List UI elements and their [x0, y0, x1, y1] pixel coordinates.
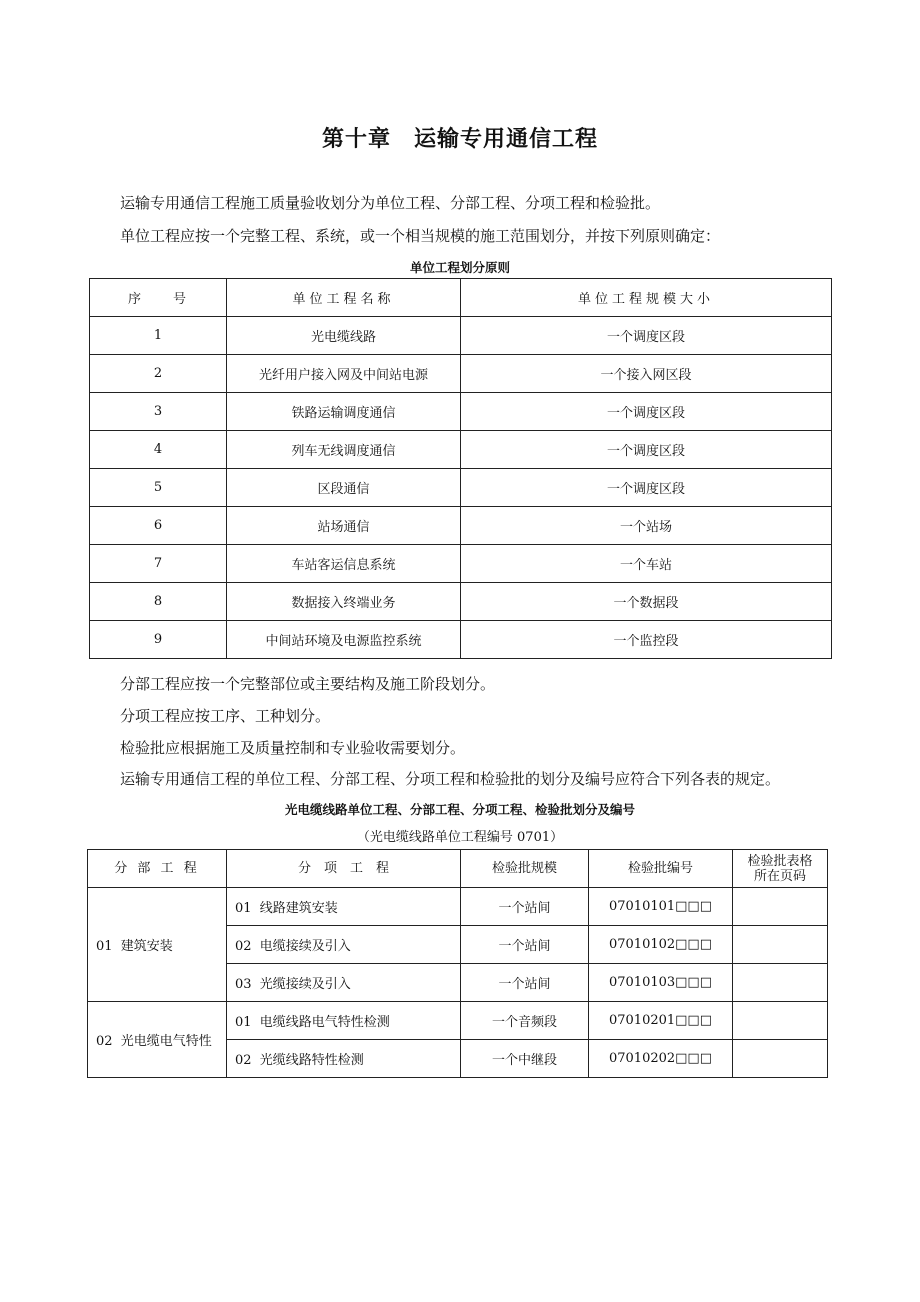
unit-name: 数据接入终端业务 [227, 583, 461, 621]
row-number: 2 [90, 355, 227, 393]
table2-caption: 光电缆线路单位工程、分部工程、分项工程、检验批划分及编号 [284, 802, 635, 817]
unit-name: 铁路运输调度通信 [227, 393, 461, 431]
table-header-row [88, 850, 828, 888]
batch-code: 07010201□□□ [589, 1002, 733, 1040]
paragraph: 运输专用通信工程的单位工程、分部工程、分项工程和检验批的划分及编号应符合下列各表的规定。 [120, 770, 781, 788]
row-number: 1 [90, 317, 227, 355]
table-row [90, 355, 832, 393]
paragraph: 分部工程应按一个完整部位或主要结构及施工阶段划分。 [120, 675, 496, 693]
unit-scale: 一个车站 [461, 545, 832, 583]
batch-scale: 一个站间 [461, 926, 589, 964]
header-name: 单位工程名称 [227, 279, 461, 317]
table-row [90, 583, 832, 621]
table-row [90, 621, 832, 659]
table-header-row [90, 279, 832, 317]
table-row [90, 431, 832, 469]
unit-scale: 一个调度区段 [461, 431, 832, 469]
paragraph: 单位工程应按一个完整工程、系统，或一个相当规模的施工范围划分，并按下列原则确定： [120, 227, 721, 245]
unit-name: 光纤用户接入网及中间站电源 [227, 355, 461, 393]
page-number [733, 888, 828, 926]
item-name: 03 光缆接续及引入 [227, 964, 461, 1002]
batch-code: 07010102□□□ [589, 926, 733, 964]
item-name: 02 光缆线路特性检测 [227, 1040, 461, 1078]
row-number: 5 [90, 469, 227, 507]
item-name: 01 线路建筑安装 [227, 888, 461, 926]
unit-scale: 一个站场 [461, 507, 832, 545]
unit-name: 站场通信 [227, 507, 461, 545]
header-scale: 单位工程规模大小 [461, 279, 832, 317]
page-number [733, 1040, 828, 1078]
unit-scale: 一个监控段 [461, 621, 832, 659]
batch-code: 07010202□□□ [589, 1040, 733, 1078]
batch-scale: 一个中继段 [461, 1040, 589, 1078]
header-no: 序 号 [90, 279, 227, 317]
paragraph: 分项工程应按工序、工种划分。 [120, 707, 331, 725]
unit-scale: 一个调度区段 [461, 393, 832, 431]
row-number: 3 [90, 393, 227, 431]
table-row [90, 317, 832, 355]
batch-code: 07010101□□□ [589, 888, 733, 926]
table-row [88, 888, 828, 926]
header-division: 分 部 工 程 [88, 850, 227, 888]
unit-scale: 一个接入网区段 [461, 355, 832, 393]
batch-scale: 一个音频段 [461, 1002, 589, 1040]
batch-scale: 一个站间 [461, 964, 589, 1002]
batch-code: 07010103□□□ [589, 964, 733, 1002]
unit-scale: 一个数据段 [461, 583, 832, 621]
table-row [90, 393, 832, 431]
header-batch-scale: 检验批规模 [461, 850, 589, 888]
unit-scale: 一个调度区段 [461, 469, 832, 507]
page-number [733, 964, 828, 1002]
row-number: 6 [90, 507, 227, 545]
paragraph: 运输专用通信工程施工质量验收划分为单位工程、分部工程、分项工程和检验批。 [120, 194, 661, 212]
table-row [90, 507, 832, 545]
table-row [90, 545, 832, 583]
table1-caption: 单位工程划分原则 [409, 260, 510, 275]
page-number [733, 1002, 828, 1040]
table-row [90, 469, 832, 507]
unit-division-table [89, 278, 832, 659]
unit-name: 区段通信 [227, 469, 461, 507]
row-number: 7 [90, 545, 227, 583]
paragraph: 检验批应根据施工及质量控制和专业验收需要划分。 [120, 739, 466, 757]
division-name: 02 光电缆电气特性 [88, 1002, 227, 1078]
row-number: 4 [90, 431, 227, 469]
item-name: 01 电缆线路电气特性检测 [227, 1002, 461, 1040]
header-page: 检验批表格 所在页码 [733, 850, 828, 888]
unit-name: 中间站环境及电源监控系统 [227, 621, 461, 659]
row-number: 9 [90, 621, 227, 659]
division-code-table [87, 849, 828, 1078]
row-number: 8 [90, 583, 227, 621]
unit-name: 列车无线调度通信 [227, 431, 461, 469]
page-number [733, 926, 828, 964]
header-item: 分 项 工 程 [227, 850, 461, 888]
batch-scale: 一个站间 [461, 888, 589, 926]
table2-subcaption: （光电缆线路单位工程编号 0701） [356, 830, 564, 845]
unit-name: 车站客运信息系统 [227, 545, 461, 583]
unit-name: 光电缆线路 [227, 317, 461, 355]
chapter-title: 第十章 运输专用通信工程 [321, 127, 598, 152]
division-name: 01 建筑安装 [88, 888, 227, 1002]
header-batch-code: 检验批编号 [589, 850, 733, 888]
unit-scale: 一个调度区段 [461, 317, 832, 355]
item-name: 02 电缆接续及引入 [227, 926, 461, 964]
table-row [88, 1002, 828, 1040]
